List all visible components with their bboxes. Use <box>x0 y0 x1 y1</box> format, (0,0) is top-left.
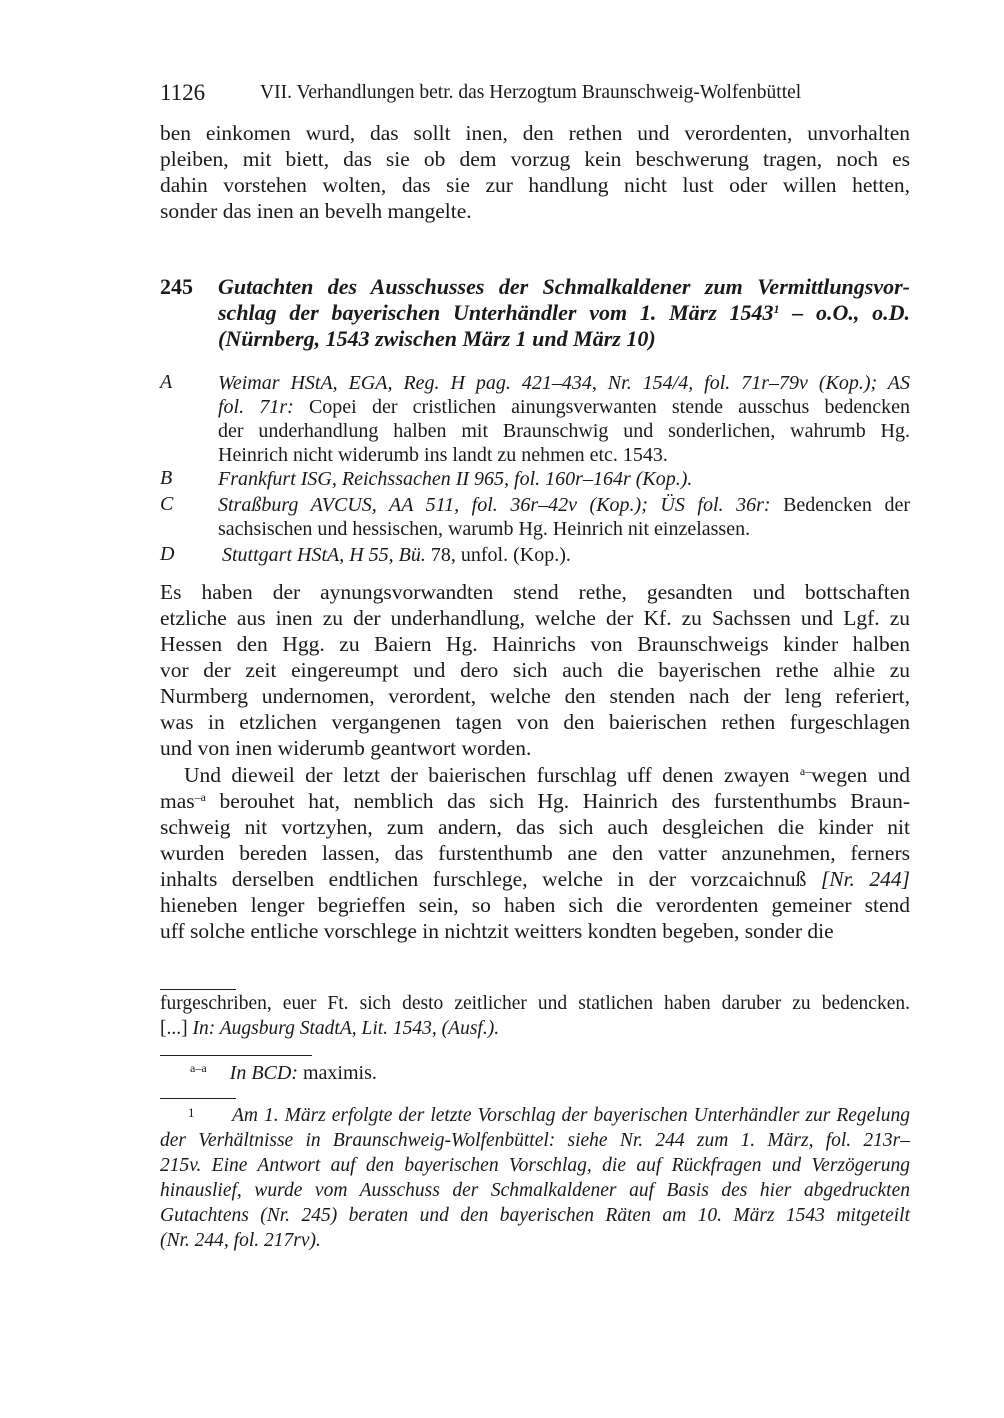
text-line: sonder das inen an bevelh mangelte. <box>160 199 472 223</box>
text-line: furgeschriben, euer Ft. sich desto zeitlicher und statlichen haben daruber zu bedencken. <box>160 993 910 1014</box>
text-line: (Nr. 244, fol. 217rv). <box>160 1230 321 1251</box>
text-line: wurden bereden lassen, das furstenthumb ane den vatter anzunehmen, ferners <box>160 841 910 865</box>
text-line: Frankfurt ISG, Reichssachen II 965, fol. 160r–164r (Kop.). <box>218 468 693 490</box>
source-entry <box>218 493 910 541</box>
source-sigle: D <box>160 543 175 565</box>
document-number: 245 <box>160 274 193 299</box>
text-line: Stuttgart HStA, H 55, Bü. 78, unfol. (Kop.). <box>222 544 571 566</box>
text-line: ben einkomen wurd, das sollt inen, den rethen und verordenten, unvorhalten <box>160 121 910 145</box>
footnote-mark: 1 <box>188 1105 195 1120</box>
text-line: der underhandlung halben mit Braunschwig und sonderlichen, wahrumb Hg. <box>218 420 910 442</box>
text-line: schweig nit vortzyhen, zum andern, das sich auch desgleichen die kinder nit <box>160 815 910 839</box>
text-line: hinauslief, wurde vom Ausschuss der Schmalkaldener auf Basis des hier abgedruckten <box>160 1180 910 1201</box>
text-line: [...] In: Augsburg StadtA, Lit. 1543, (Ausf.). <box>160 1018 500 1039</box>
intro-text <box>160 120 910 224</box>
source-entry <box>218 467 910 491</box>
footnote-1 <box>160 1103 910 1253</box>
text-line: inhalts derselben endtlichen furschlege, welche in der vorzcaichnuß [Nr. 244] <box>160 867 911 891</box>
body-paragraph-1 <box>160 579 910 761</box>
textual-note-mark: a–a <box>190 1061 207 1075</box>
text-line: Hessen den Hgg. zu Baiern Hg. Hainrichs von Braunschweigs kinder halben <box>160 632 910 656</box>
text-line: uff solche entliche vorschlege in nichtzit weitters kondten begeben, sonder die <box>160 919 834 943</box>
document-title <box>218 274 910 352</box>
body-paragraph-2 <box>160 762 910 944</box>
text-line: Es haben der aynungsvorwandten stend rethe, gesandten und bottschaften <box>160 580 910 604</box>
text-line: Heinrich nicht widerumb ins landt zu nehmen etc. 1543. <box>218 444 668 466</box>
source-entry <box>218 371 910 467</box>
text-line: Gutachten des Ausschusses der Schmalkaldener zum Vermittlungsvor- <box>218 274 910 299</box>
text-line: fol. 71r: Copei der cristlichen ainungsverwanten stende ausschus bedencken <box>218 396 910 418</box>
text-line: mas$^{-a}$ berouhet hat, nemblich das sich Hg. Hainrich des furstenthumbs Braun- <box>160 789 910 813</box>
source-sigle: A <box>160 371 173 393</box>
page-number: 1126 <box>160 80 206 105</box>
running-header <box>160 80 910 110</box>
text-line: Weimar HStA, EGA, Reg. H pag. 421–434, Nr. 154/4, fol. 71r–79v (Kop.); AS <box>218 372 910 394</box>
footnote-continued <box>160 991 910 1041</box>
text-line: Und dieweil der letzt der baierischen furschlag uff denen zwayen $^{a-}$wegen und <box>184 763 910 787</box>
text-line: sachsischen und hessischen, warumb Hg. Heinrich nit einzelassen. <box>218 518 751 540</box>
source-sigle: C <box>160 493 174 515</box>
textual-note-text: In BCD: maximis. <box>229 1062 377 1084</box>
text-line: und von inen widerumb geantwort worden. <box>160 736 532 760</box>
text-line: schlag der bayerischen Unterhändler vom 1. März 1543$^1$ – o.O., o.D. <box>218 300 911 325</box>
text-line: Gutachtens (Nr. 245) beraten und den bayerischen Räten am 10. März 1543 mitgeteilt <box>160 1205 910 1226</box>
text-line: pleiben, mit biett, das sie ob dem vorzug kein beschwerung tragen, noch es <box>160 147 910 171</box>
text-line: hieneben lenger begrieffen sein, so haben sich die verordenten gemeiner stend <box>160 893 910 917</box>
text-line: (Nürnberg, 1543 zwischen März 1 und März 10) <box>218 326 656 351</box>
text-line: dahin vorstehen wolten, das sie zur handlung nicht lust oder willen hetten, <box>160 173 910 197</box>
text-line: Am 1. März erfolgte der letzte Vorschlag der bayerischen Unterhändler zur Regelung <box>232 1105 910 1126</box>
text-line: 215v. Eine Antwort auf den bayerischen Vorschlag, die auf Rückfragen und Verzögerung <box>160 1155 910 1176</box>
text-line: etzliche aus inen zu der underhandlung, welche der Kf. zu Sachssen und Lgf. zu <box>160 606 910 630</box>
running-title: VII. Verhandlungen betr. das Herzogtum Braunschweig-Wolfenbüttel <box>260 82 802 103</box>
source-entry <box>222 543 910 567</box>
text-line: was in etzlichen vergangenen tagen von den baierischen rethen furgeschlagen <box>160 710 910 734</box>
text-line: Nurmberg undernomen, verordent, welche den stenden nach der leng referiert, <box>160 684 910 708</box>
textual-note <box>190 1062 377 1085</box>
text-line: Straßburg AVCUS, AA 511, fol. 36r–42v (Kop.); ÜS fol. 36r: Bedencken der <box>218 494 910 516</box>
text-line: vor der zeit eingereumpt und dero sich auch die bayerischen rethe alhie zu <box>160 658 910 682</box>
textual-note-rule <box>160 1055 312 1056</box>
footnote-rule <box>160 989 236 990</box>
text-line: der Verhältnisse in Braunschweig-Wolfenbüttel: siehe Nr. 244 zum 1. März, fol. 213r– <box>160 1130 910 1151</box>
source-sigle: B <box>160 467 173 489</box>
footnote-rule <box>160 1098 236 1099</box>
